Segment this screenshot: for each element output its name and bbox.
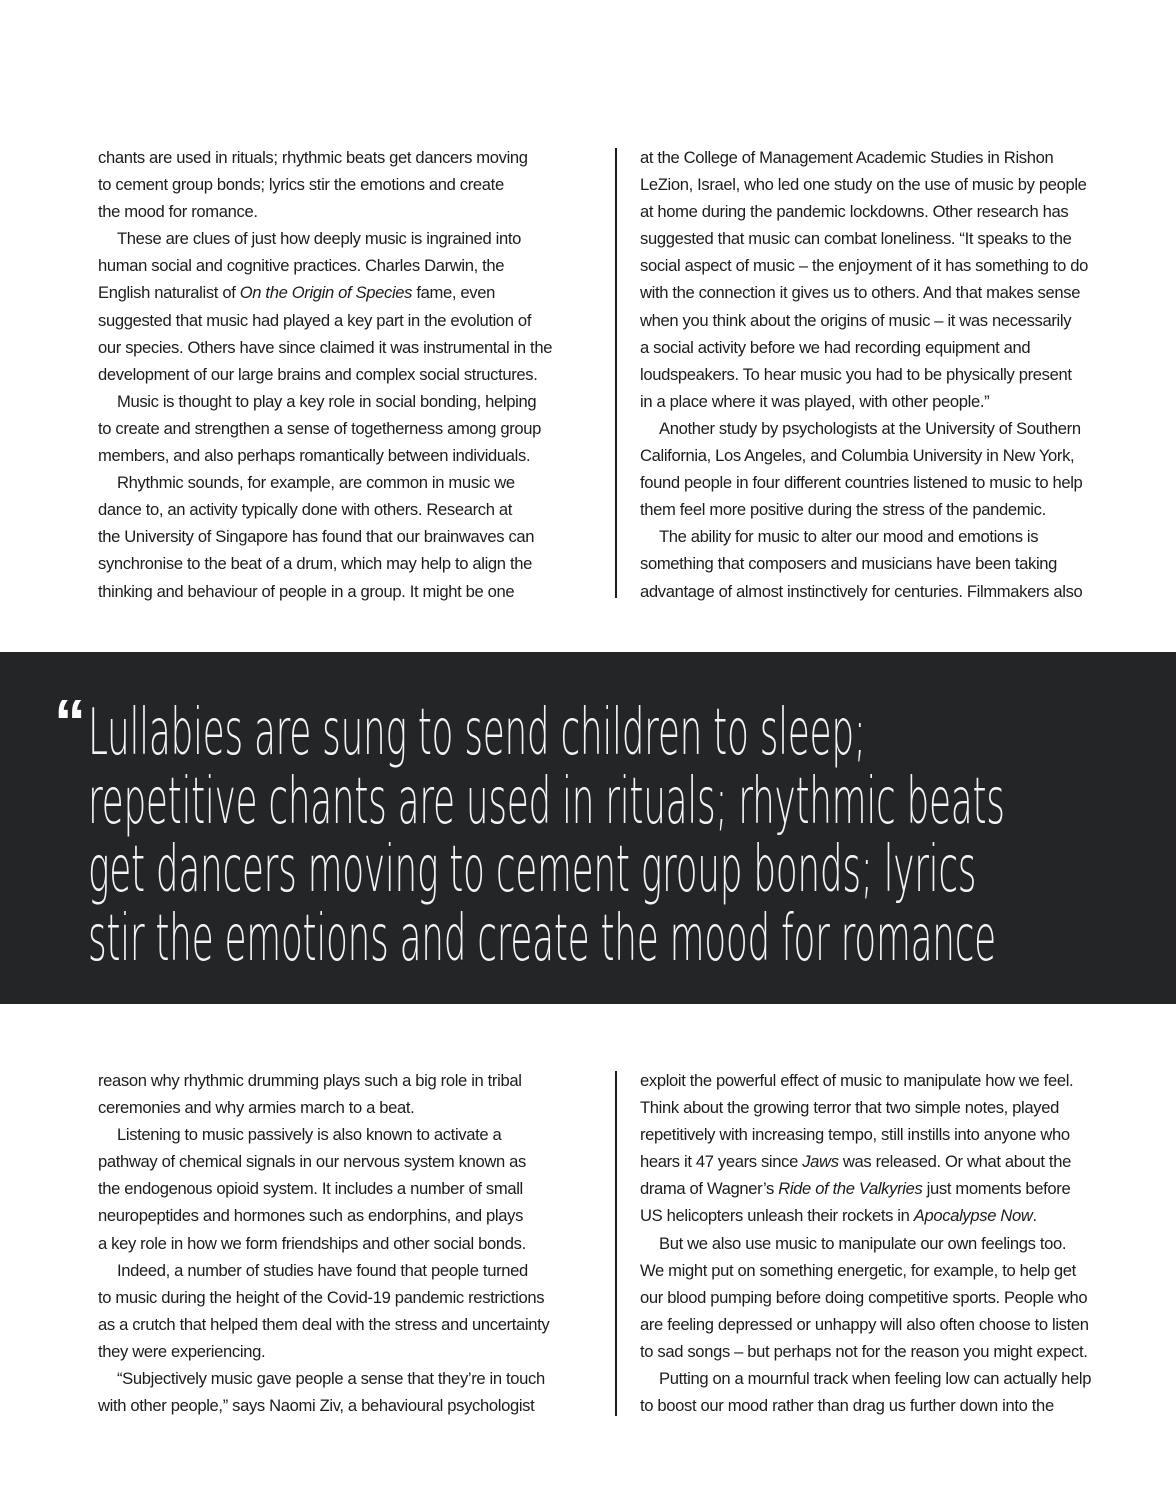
text-segment: English naturalist of	[98, 283, 240, 303]
text-line: California, Los Angeles, and Columbia University in New York,	[640, 446, 1075, 466]
text-line: Putting on a mournful track when feeling low can actually help	[659, 1369, 1092, 1389]
text-line: These are clues of just how deeply music is ingrained into	[117, 229, 521, 249]
text-line	[98, 279, 552, 306]
italic-title: Jaws	[802, 1152, 839, 1172]
text-line: a key role in how we form friendships and other social bonds.	[98, 1233, 526, 1253]
text-line: Listening to music passively is also known to activate a	[117, 1125, 502, 1145]
text-line: with other people,” says Naomi Ziv, a behavioural psychologist	[98, 1396, 535, 1416]
text-line: Rhythmic sounds, for example, are common in music we	[117, 473, 515, 493]
italic-title: On the Origin of Species	[239, 283, 413, 303]
text-segment: US helicopters unleash their rockets in	[640, 1206, 914, 1226]
text-line	[640, 1202, 1091, 1229]
text-segment: hears it 47 years since	[640, 1152, 803, 1172]
text-line: ceremonies and why armies march to a beat.	[98, 1098, 415, 1118]
text-line: The ability for music to alter our mood and emotions is	[659, 527, 1039, 547]
quote-mark-icon: “	[54, 686, 86, 758]
text-segment: drama of Wagner’s	[640, 1179, 779, 1199]
text-line: they were experiencing.	[98, 1341, 266, 1361]
text-line: are feeling depressed or unhappy will also often choose to listen	[640, 1314, 1089, 1334]
text-line: neuropeptides and hormones such as endorphins, and plays	[98, 1206, 524, 1226]
text-line: human social and cognitive practices. Charles Darwin, the	[98, 256, 505, 276]
text-line	[640, 1175, 1091, 1202]
text-line: LeZion, Israel, who led one study on the use of music by people	[640, 175, 1087, 195]
text-line: the endogenous opioid system. It includes a number of small	[98, 1179, 523, 1199]
text-line: development of our large brains and complex social structures.	[98, 364, 538, 384]
text-line: repetitively with increasing tempo, still instills into anyone who	[640, 1125, 1070, 1145]
text-line: reason why rhythmic drumming plays such a big role in tribal	[98, 1071, 522, 1090]
text-line: them feel more positive during the stress of the pandemic.	[640, 500, 1046, 520]
italic-title: Apocalypse Now	[913, 1206, 1033, 1226]
text-line: Indeed, a number of studies have found that people turned	[117, 1260, 528, 1280]
column-divider-top	[615, 148, 617, 598]
text-line: “Subjectively music gave people a sense that they’re in touch	[117, 1369, 545, 1389]
text-line: with the connection it gives us to others. And that makes sense	[640, 283, 1081, 303]
text-segment: .	[1032, 1206, 1037, 1226]
text-line: synchronise to the beat of a drum, which may help to align the	[98, 554, 532, 574]
text-line: in a place where it was played, with other people.”	[640, 391, 990, 411]
text-line: Think about the growing terror that two simple notes, played	[640, 1098, 1059, 1118]
text-line: dance to, an activity typically done with others. Research at	[98, 500, 513, 520]
text-segment: just moments before	[922, 1179, 1071, 1199]
text-line: Music is thought to play a key role in social bonding, helping	[117, 391, 537, 411]
text-line: thinking and behaviour of people in a group. It might be one	[98, 581, 515, 601]
text-line: to sad songs – but perhaps not for the reason you might expect.	[640, 1341, 1088, 1361]
pull-quote-line: Lullabies are sung to send children to sleep;	[88, 696, 866, 770]
text-line: the University of Singapore has found that our brainwaves can	[98, 527, 535, 547]
body-column-top-left	[98, 144, 552, 605]
text-line: exploit the powerful effect of music to manipulate how we feel.	[640, 1071, 1074, 1090]
column-divider-bottom	[615, 1071, 617, 1416]
text-line: loudspeakers. To hear music you had to be physically present	[640, 364, 1072, 384]
pull-quote-line: stir the emotions and create the mood for romance	[88, 901, 996, 976]
text-line: We might put on something energetic, for example, to help get	[640, 1260, 1076, 1280]
pull-quote-line: repetitive chants are used in rituals; rhythmic beats	[88, 764, 1005, 839]
text-line: to create and strengthen a sense of togetherness among group	[98, 418, 542, 438]
text-line: pathway of chemical signals in our nervous system known as	[98, 1152, 526, 1172]
text-segment: was released. Or what about the	[838, 1152, 1071, 1172]
text-line: to cement group bonds; lyrics stir the emotions and create	[98, 175, 504, 195]
text-line: our species. Others have since claimed it was instrumental in the	[98, 337, 553, 357]
text-line: suggested that music can combat loneliness. “It speaks to the	[640, 229, 1072, 249]
text-line: at home during the pandemic lockdowns. Other research has	[640, 202, 1069, 222]
pull-quote	[88, 696, 1176, 976]
text-line: advantage of almost instinctively for centuries. Filmmakers also	[640, 581, 1083, 601]
body-column-bottom-right	[640, 1067, 1091, 1419]
text-line: But we also use music to manipulate our own feelings too.	[659, 1233, 1067, 1253]
body-column-bottom-left	[98, 1067, 549, 1419]
text-line: when you think about the origins of music – it was necessarily	[640, 310, 1072, 330]
text-line: something that composers and musicians have been taking	[640, 554, 1058, 574]
text-line: Another study by psychologists at the University of Southern	[659, 418, 1081, 438]
text-line: the mood for romance.	[98, 202, 258, 222]
text-line: to music during the height of the Covid-19 pandemic restrictions	[98, 1287, 545, 1307]
text-line: as a crutch that helped them deal with the stress and uncertainty	[98, 1314, 550, 1334]
body-column-top-right	[640, 144, 1088, 605]
text-line: at the College of Management Academic Studies in Rishon	[640, 148, 1054, 167]
text-line	[640, 1148, 1091, 1175]
text-line: a social activity before we had recording equipment and	[640, 337, 1031, 357]
text-line: found people in four different countries listened to music to help	[640, 473, 1083, 493]
pull-quote-line: get dancers moving to cement group bonds; lyrics	[88, 833, 977, 907]
italic-title: Ride of the Valkyries	[778, 1179, 923, 1199]
text-line: chants are used in rituals; rhythmic beats get dancers moving	[98, 148, 528, 167]
text-segment: fame, even	[412, 283, 495, 303]
text-line: social aspect of music – the enjoyment of it has something to do	[640, 256, 1089, 276]
text-line: our blood pumping before doing competitive sports. People who	[640, 1287, 1088, 1307]
text-line: members, and also perhaps romantically between individuals.	[98, 446, 531, 466]
text-line: to boost our mood rather than drag us further down into the	[640, 1396, 1054, 1416]
text-line: suggested that music had played a key part in the evolution of	[98, 310, 532, 330]
